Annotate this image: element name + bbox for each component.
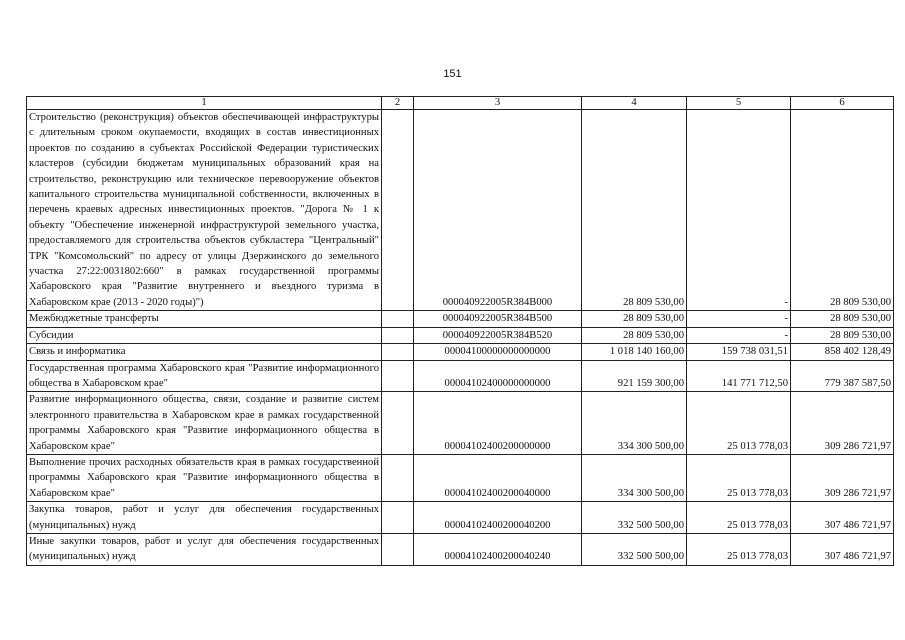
column-2-cell [382,533,414,565]
table-row [27,533,894,565]
budget-code: 000040922005R384B520 [414,327,582,343]
remaining-amount: 28 809 530,00 [791,110,894,311]
remaining-amount: 858 402 128,49 [791,344,894,360]
executed-amount: 141 771 712,50 [687,360,791,392]
table-row [27,392,894,455]
budget-table [26,96,894,566]
table-row [27,454,894,501]
remaining-amount: 779 387 587,50 [791,360,894,392]
executed-amount: - [687,327,791,343]
table-header-row [27,97,894,110]
approved-amount: 28 809 530,00 [582,327,687,343]
approved-amount: 334 300 500,00 [582,392,687,455]
row-name: Иные закупки товаров, работ и услуг для обеспечения государственных (муниципальных) нужд [27,533,382,565]
row-name: Строительство (реконструкция) объектов обеспечивающей инфраструктуры с длительным сроком окупаемости, входящих в состав инвестиционных проектов по созданию в субъектах Российской Федерации туристических кластеров (субсидии бюджетам муниципальных образований края на строительство, реконструкцию или техническое перевооружение объектов капитального строительства муниципальной собственности, включенных в перечень краевых адресных инвестиционных проектов. "Дорога № 1 к объекту "Обеспечение инженерной инфраструктурой земельного участка, предоставляемого для строительства объектов субкластера "Центральный" ТРК "Комсомольский" по адресу от улицы Дзержинского до земельного участка 27:22:0031802:660" в рамках государственной программы Хабаровского края "Развитие внутреннего и въездного туризма в Хабаровском крае (2013 - 2020 годы)") [27,110,382,311]
column-header: 3 [414,97,582,110]
row-name: Выполнение прочих расходных обязательств края в рамках государственной программы Хабаровского края "Развитие информационного общества в Хабаровском крае" [27,454,382,501]
table-row [27,344,894,360]
budget-code: 00004100000000000000 [414,344,582,360]
table-row [27,311,894,327]
approved-amount: 921 159 300,00 [582,360,687,392]
column-header: 4 [582,97,687,110]
executed-amount: 25 013 778,03 [687,454,791,501]
budget-code: 000040922005R384B000 [414,110,582,311]
remaining-amount: 307 486 721,97 [791,502,894,534]
remaining-amount: 309 286 721,97 [791,454,894,501]
budget-code: 00004102400200040200 [414,502,582,534]
table-row [27,360,894,392]
executed-amount: 25 013 778,03 [687,533,791,565]
approved-amount: 28 809 530,00 [582,311,687,327]
remaining-amount: 307 486 721,97 [791,533,894,565]
column-2-cell [382,392,414,455]
budget-code: 00004102400000000000 [414,360,582,392]
table-row [27,327,894,343]
executed-amount: 25 013 778,03 [687,392,791,455]
column-2-cell [382,344,414,360]
row-name: Субсидии [27,327,382,343]
approved-amount: 332 500 500,00 [582,502,687,534]
row-name: Развитие информационного общества, связи, создание и развитие систем электронного правительства в Хабаровском крае в рамках государственной программы Хабаровского края "Развитие информационного общества в Хабаровском крае" [27,392,382,455]
table-row [27,110,894,311]
remaining-amount: 28 809 530,00 [791,311,894,327]
approved-amount: 28 809 530,00 [582,110,687,311]
column-header: 6 [791,97,894,110]
executed-amount: - [687,311,791,327]
column-header: 5 [687,97,791,110]
budget-code: 00004102400200040240 [414,533,582,565]
approved-amount: 334 300 500,00 [582,454,687,501]
budget-code: 00004102400200040000 [414,454,582,501]
budget-code: 00004102400200000000 [414,392,582,455]
table-row [27,502,894,534]
column-2-cell [382,454,414,501]
column-2-cell [382,327,414,343]
budget-code: 000040922005R384B500 [414,311,582,327]
column-2-cell [382,360,414,392]
remaining-amount: 28 809 530,00 [791,327,894,343]
executed-amount: - [687,110,791,311]
executed-amount: 159 738 031,51 [687,344,791,360]
column-2-cell [382,311,414,327]
column-header: 1 [27,97,382,110]
approved-amount: 1 018 140 160,00 [582,344,687,360]
row-name: Связь и информатика [27,344,382,360]
row-name: Закупка товаров, работ и услуг для обеспечения государственных (муниципальных) нужд [27,502,382,534]
row-name: Государственная программа Хабаровского края "Развитие информационного общества в Хабаровском крае" [27,360,382,392]
remaining-amount: 309 286 721,97 [791,392,894,455]
page-number: 151 [443,68,462,80]
row-name: Межбюджетные трансферты [27,311,382,327]
executed-amount: 25 013 778,03 [687,502,791,534]
column-header: 2 [382,97,414,110]
approved-amount: 332 500 500,00 [582,533,687,565]
column-2-cell [382,110,414,311]
column-2-cell [382,502,414,534]
